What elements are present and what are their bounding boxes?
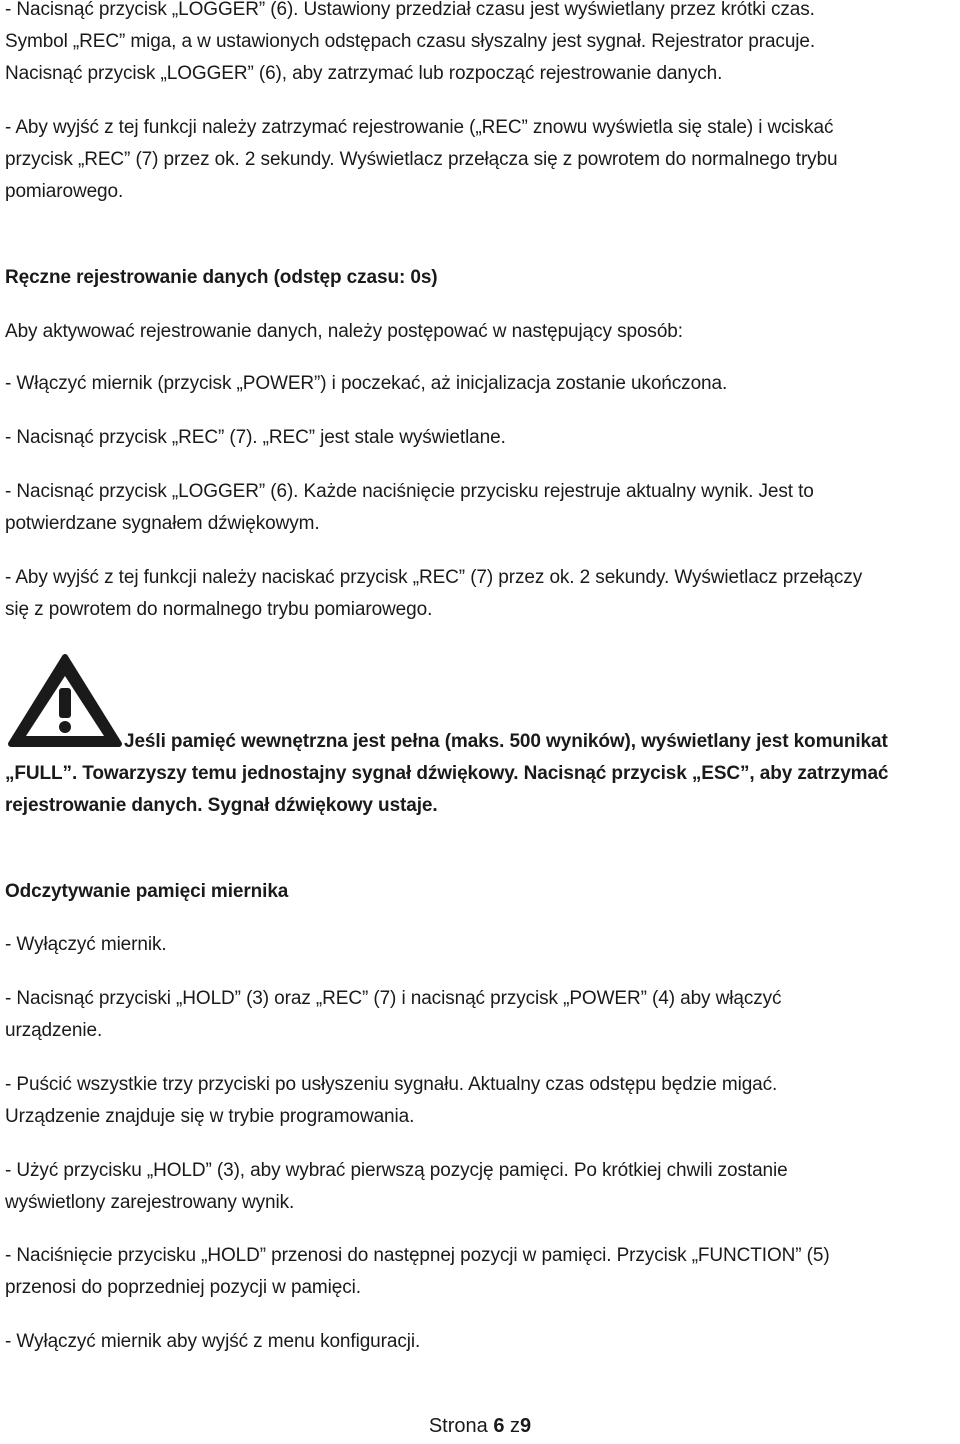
footer-separator: z <box>510 1415 521 1437</box>
list-item-continuation: Urządzenie znajduje się w trybie programowania. <box>5 1106 415 1127</box>
list-item: - Naciśnięcie przycisku „HOLD” przenosi do następnej pozycji w pamięci. Przycisk „FUNCTION” (5) <box>5 1245 830 1266</box>
list-item: - Włączyć miernik (przycisk „POWER”) i poczekać, aż inicjalizacja zostanie ukończona. <box>5 373 728 394</box>
list-item: - Nacisnąć przycisk „LOGGER” (6). Każde naciśnięcie przycisku rejestruje aktualny wynik. Jest to <box>5 481 814 502</box>
paragraph-line: przycisk „REC” (7) przez ok. 2 sekundy. Wyświetlacz przełącza się z powrotem do normalnego trybu <box>5 149 838 170</box>
current-page-number: 6 <box>493 1415 505 1437</box>
list-item: - Nacisnąć przyciski „HOLD” (3) oraz „REC” (7) i nacisnąć przycisk „POWER” (4) aby włączyć <box>5 988 782 1009</box>
total-pages-number: 9 <box>520 1415 532 1437</box>
paragraph-line: - Nacisnąć przycisk „LOGGER” (6). Ustawiony przedział czasu jest wyświetlany przez krótki czas. <box>5 0 815 20</box>
paragraph-line: Symbol „REC” miga, a w ustawionych odstępach czasu słyszalny jest sygnał. Rejestrator pracuje. <box>5 31 816 52</box>
list-item-continuation: urządzenie. <box>5 1020 103 1041</box>
list-item-continuation: potwierdzane sygnałem dźwiękowym. <box>5 513 320 534</box>
list-item-continuation: przenosi do poprzedniej pozycji w pamięci. <box>5 1277 361 1298</box>
list-item: - Użyć przycisku „HOLD” (3), aby wybrać pierwszą pozycję pamięci. Po krótkiej chwili zostanie <box>5 1160 788 1181</box>
footer-prefix: Strona <box>428 1415 488 1437</box>
list-item: - Nacisnąć przycisk „REC” (7). „REC” jest stale wyświetlane. <box>5 427 506 448</box>
list-item: - Puścić wszystkie trzy przyciski po usłyszeniu sygnału. Aktualny czas odstępu będzie migać. <box>5 1074 778 1095</box>
paragraph-line: Aby aktywować rejestrowanie danych, należy postępować w następujący sposób: <box>5 321 683 342</box>
warning-text: „FULL”. Towarzyszy temu jednostajny sygnał dźwiękowy. Nacisnąć przycisk „ESC”, aby zatrzymać <box>5 763 889 784</box>
list-item-continuation: wyświetlony zarejestrowany wynik. <box>5 1192 295 1213</box>
paragraph-line: Nacisnąć przycisk „LOGGER” (6), aby zatrzymać lub rozpocząć rejestrowanie danych. <box>5 63 723 84</box>
list-item: - Aby wyjść z tej funkcji należy naciskać przycisk „REC” (7) przez ok. 2 sekundy. Wyświetlacz przełączy <box>5 567 863 588</box>
section-heading-manual-logging: Ręczne rejestrowanie danych (odstęp czasu: 0s) <box>5 267 438 288</box>
warning-text: Jeśli pamięć wewnętrzna jest pełna (maks. 500 wyników), wyświetlany jest komunikat <box>124 731 888 752</box>
paragraph-line: - Aby wyjść z tej funkcji należy zatrzymać rejestrowanie („REC” znowu wyświetla się stale) i wciskać <box>5 117 834 138</box>
section-heading-memory-reading: Odczytywanie pamięci miernika <box>5 881 289 902</box>
page-footer <box>0 1412 960 1440</box>
list-item-continuation: się z powrotem do normalnego trybu pomiarowego. <box>5 599 433 620</box>
paragraph-line: pomiarowego. <box>5 181 124 202</box>
list-item: - Wyłączyć miernik. <box>5 934 167 955</box>
warning-text: rejestrowanie danych. Sygnał dźwiękowy ustaje. <box>5 795 438 816</box>
warning-triangle-icon <box>7 652 123 748</box>
list-item: - Wyłączyć miernik aby wyjść z menu konfiguracji. <box>5 1331 421 1352</box>
